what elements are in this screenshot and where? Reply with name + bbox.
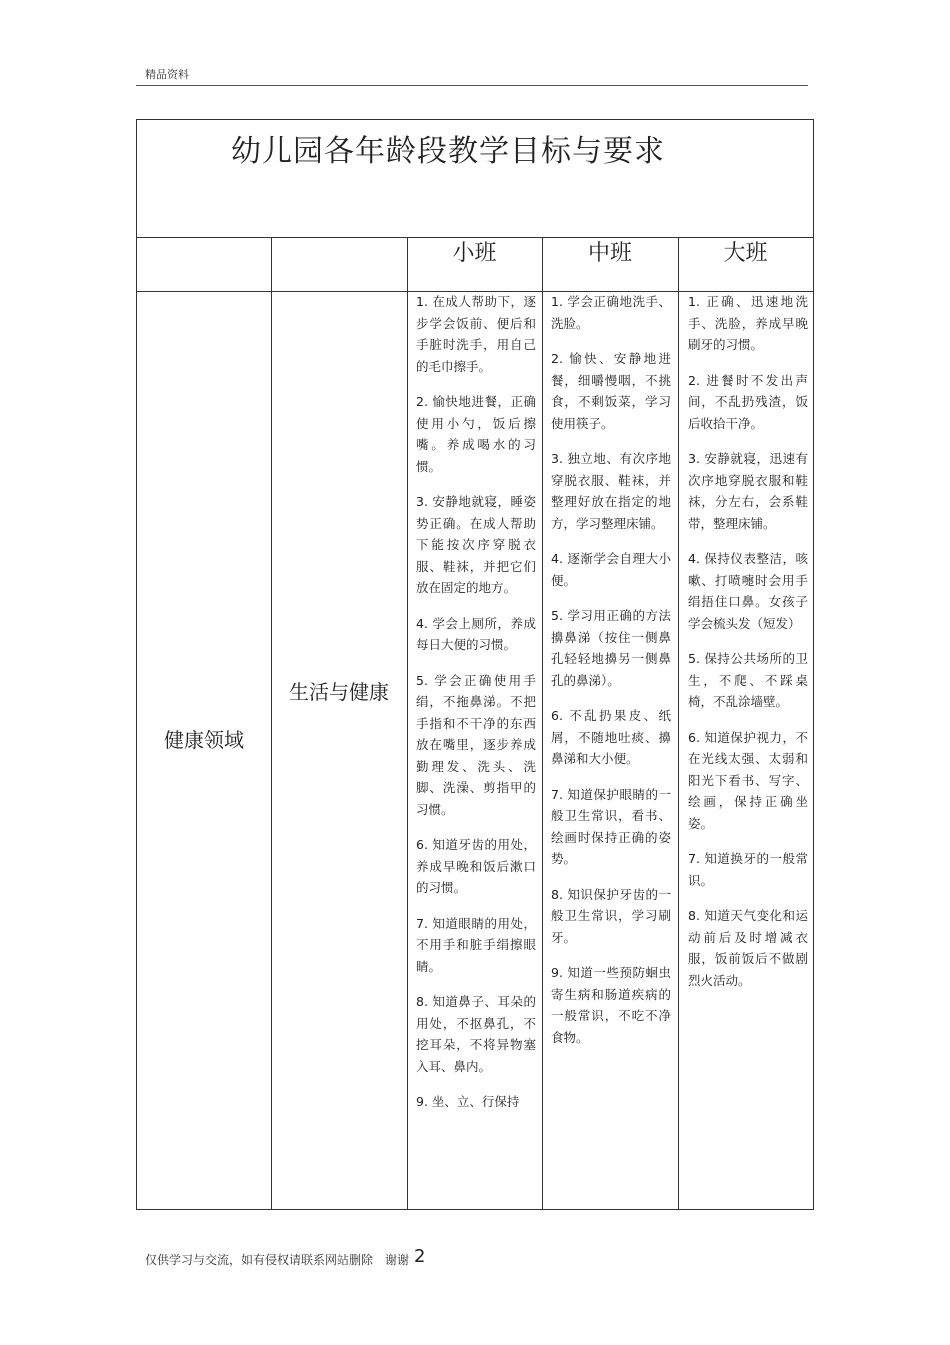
- goal-item: 9. 坐、立、行保持: [416, 1094, 520, 1109]
- goal-item: 7. 知道眼睛的用处，不用手和脏手绢擦眼睛。: [416, 915, 536, 974]
- goal-item: 5. 保持公共场所的卫生，不爬、不踩桌椅，不乱涂墙壁。: [688, 651, 808, 709]
- document-title: 幼儿园各年龄段教学目标与要求: [231, 134, 665, 169]
- subdomain-label: 生活与健康: [289, 680, 389, 704]
- column-divider: [407, 237, 408, 1209]
- goal-item: 9. 知道一些预防蛔虫寄生病和肠道疾病的一般常识，不吃不净食物。: [551, 965, 671, 1045]
- goal-item: 7. 知道换牙的一般常识。: [688, 851, 808, 888]
- goal-item: 8. 知道天气变化和运动前后及时增减衣服，饭前饭后不做剧烈火活动。: [688, 908, 808, 988]
- goal-item: 8. 知道鼻子、耳朵的用处，不抠鼻孔，不挖耳朵，不将异物塞入耳、鼻内。: [416, 994, 536, 1074]
- goals-table: [136, 119, 814, 1210]
- column-header-small: 小班: [452, 241, 497, 266]
- goal-item: 4. 保持仪表整洁，咳嗽、打喷嚏时会用手绢捂住口鼻。女孩子学会梳头发（短发）: [688, 551, 808, 631]
- column-divider: [678, 237, 679, 1209]
- small-class-goals: [416, 291, 536, 1209]
- goal-item: 6. 知道保护视力，不在光线太强、太弱和阳光下看书、写字、绘画，保持正确坐姿。: [688, 729, 808, 831]
- title-row: [137, 120, 813, 238]
- middle-class-goals: [551, 291, 671, 1209]
- goal-item: 1. 在成人帮助下，逐步学会饭前、便后和手脏时洗手，用自己的毛巾擦手。: [416, 294, 536, 374]
- goal-item: 6. 不乱扔果皮、纸屑，不随地吐痰、擤鼻涕和大小便。: [551, 708, 671, 766]
- column-divider: [542, 237, 543, 1209]
- goal-item: 2. 进餐时不发出声间，不乱扔残渣，饭后收拾干净。: [688, 372, 808, 431]
- goal-item: 1. 学会正确地洗手、洗脸。: [551, 294, 671, 331]
- goal-item: 3. 独立地、有次序地穿脱衣服、鞋袜，并整理好放在指定的地方，学习整理床铺。: [551, 451, 671, 531]
- footer-notice: 仅供学习与交流，如有侵权请联系网站删除 谢谢: [145, 1253, 410, 1267]
- header-label: 精品资料: [145, 68, 189, 81]
- goal-item: 2. 愉快、安静地进餐，细嚼慢咽，不挑食，不剩饭菜，学习使用筷子。: [551, 351, 671, 431]
- goal-item: 4. 学会上厕所，养成每日大便的习惯。: [416, 615, 536, 652]
- goal-item: 6. 知道牙齿的用处，养成早晚和饭后漱口的习惯。: [416, 837, 536, 895]
- header-divider: [136, 85, 808, 86]
- column-header-large: 大班: [723, 241, 768, 266]
- goal-item: 3. 安静就寝，迅速有次序地穿脱衣服和鞋袜，分左右，会系鞋带，整理床铺。: [688, 451, 808, 531]
- goal-item: 1. 正确、迅速地洗手、洗脸，养成早晚刷牙的习惯。: [688, 294, 808, 352]
- goal-item: 2. 愉快地进餐，正确使用小勺，饭后擦嘴。养成喝水的习惯。: [416, 394, 536, 474]
- goal-item: 3. 安静地就寝，睡姿势正确。在成人帮助下能按次序穿脱衣服、鞋袜，并把它们放在固定的地方。: [416, 494, 536, 595]
- goal-item: 5. 学习用正确的方法擤鼻涕（按住一侧鼻孔轻轻地擤另一侧鼻孔的鼻涕）。: [551, 608, 671, 688]
- page-number: 2: [414, 1246, 426, 1267]
- goal-item: 7. 知道保护眼睛的一般卫生常识，看书、绘画时保持正确的姿势。: [551, 786, 671, 866]
- domain-label: 健康领域: [164, 728, 244, 752]
- goal-item: 4. 逐渐学会自理大小便。: [551, 551, 671, 588]
- column-header-middle: 中班: [587, 241, 632, 266]
- goal-item: 8. 知识保护牙齿的一般卫生常识，学习刷牙。: [551, 886, 671, 945]
- large-class-goals: [688, 291, 808, 1209]
- goal-item: 5. 学会正确使用手绢，不拖鼻涕。不把手指和不干净的东西放在嘴里，逐步养成勤理发、洗头、洗脚、洗澡、剪指甲的习惯。: [416, 672, 536, 817]
- column-divider: [271, 237, 272, 1209]
